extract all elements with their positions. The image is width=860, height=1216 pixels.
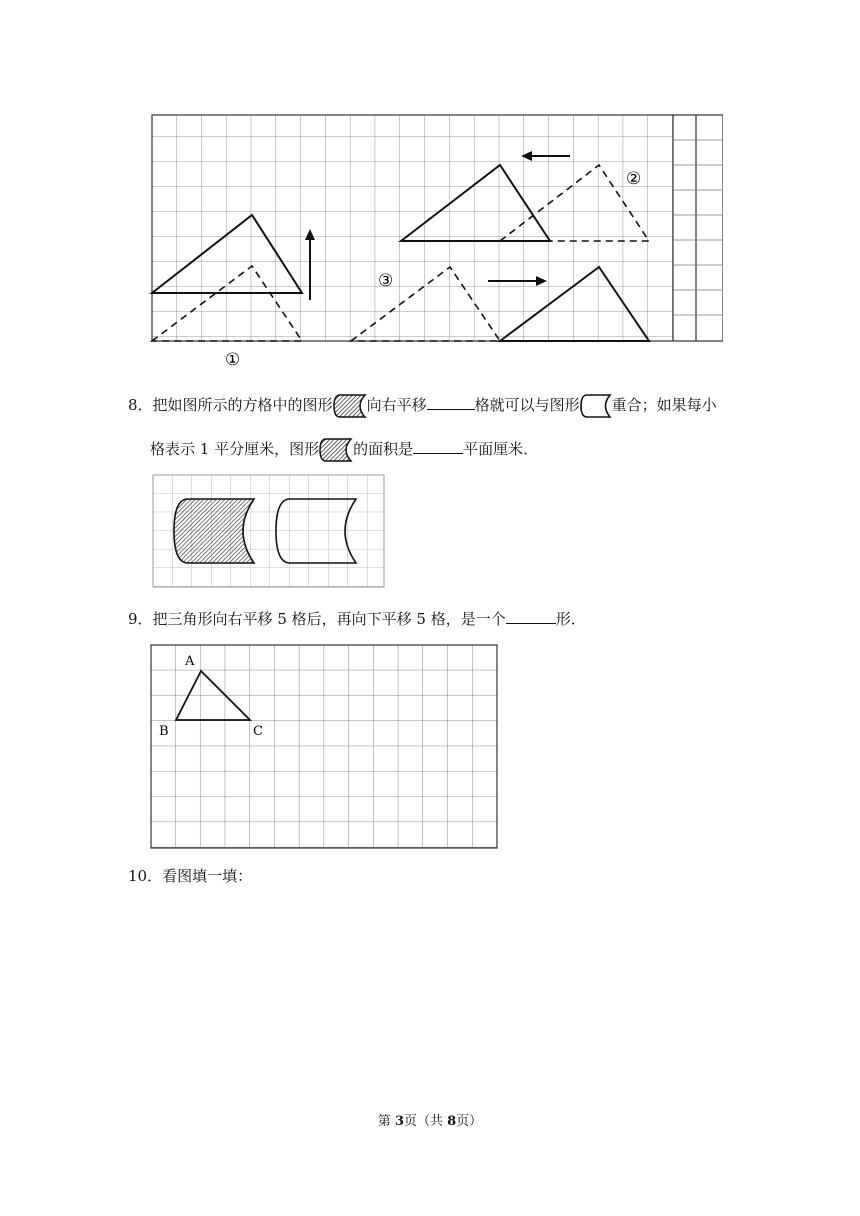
answer-blank-3[interactable] [506,609,556,624]
question-8-number: 8． [128,396,153,414]
shaded-shape [174,499,254,563]
vertex-label-b: B [159,724,169,739]
vertex-label-a: A [185,654,195,669]
question-8-line-1: 8．把如图所示的方格中的图形 向右平移 格就可以与图形 重合；如果每小 [128,393,717,419]
current-page-number: 3 [394,1114,404,1129]
total-page-count: 8 [447,1114,457,1129]
label-3: ③ [378,271,394,291]
label-1: ① [225,350,241,370]
outline-shape-icon [580,393,612,419]
label-2: ② [626,169,642,189]
answer-blank-2[interactable] [413,439,463,454]
question-10-text: 10．看图填一填： [128,867,253,885]
answer-blank-1[interactable] [427,395,475,410]
page-footer: 第 3页（共 8页） [377,1114,483,1129]
shaded-shape-icon [319,437,353,463]
question-9-text: 9．把三角形向右平移 5 格后，再向下平移 5 格，是一个 形． [128,610,586,628]
question-9-number: 9． [128,610,153,628]
question-8-line-2: 格表示 1 平分厘米，图形 的面积是 平面厘米． [150,437,538,463]
vertex-label-c: C [253,724,263,739]
grid-lines [152,115,723,341]
shaded-shape-icon [333,393,367,419]
shape-grid-figure [150,472,386,590]
translation-grid-figure [148,112,723,372]
triangle-grid-figure [148,642,502,852]
question-10-number: 10． [128,867,163,885]
